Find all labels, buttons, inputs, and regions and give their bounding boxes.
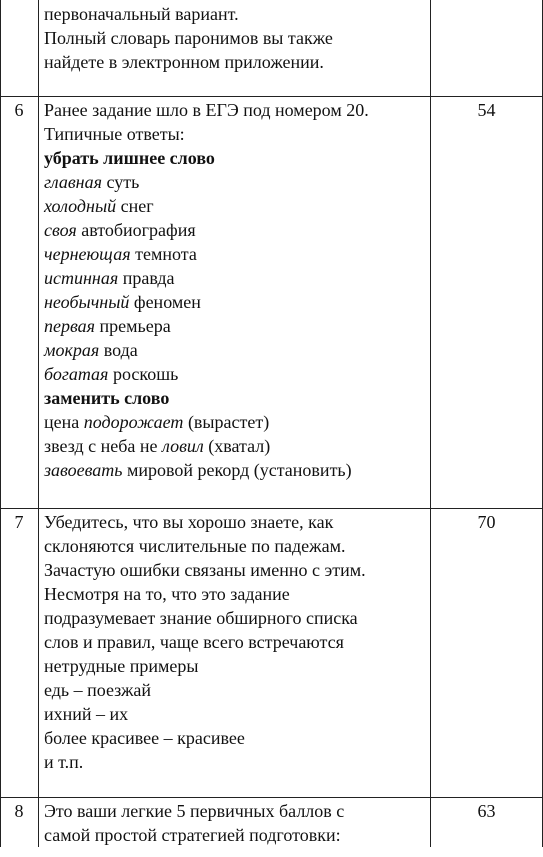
plain-text: снег [116,196,154,216]
description-line [38,799,430,823]
italic-word: мокрая [44,340,100,360]
description-line [38,606,430,630]
plain-text: склоняются числительные по падежам. [44,536,346,556]
column-border [0,0,1,847]
task-number-cell [0,96,38,508]
plain-text: ихний – их [44,704,129,724]
description-line [38,242,430,266]
description-line [38,2,430,26]
description-line [38,50,430,74]
description-line [38,122,430,146]
plain-text: самой простой стратегией подготовки: [44,825,341,845]
percentage-value: 63 [477,801,496,821]
plain-text: нетрудные примеры [44,656,199,676]
table-row [0,96,543,508]
column-border [38,0,39,847]
description-line [38,510,430,534]
description-line [38,26,430,50]
description-line [38,558,430,582]
table-row [0,797,543,857]
task-description-cell [38,96,430,508]
description-line [38,314,430,338]
percentage-value: 70 [477,512,496,532]
plain-text: правда [118,268,175,288]
task-number: 7 [14,512,24,532]
plain-text: премьера [95,316,171,336]
percentage-cell [430,96,543,508]
description-line [38,582,430,606]
description-line [38,98,430,122]
description-line [38,458,430,482]
plain-text: автобиография [76,220,196,240]
task-number: 6 [14,100,24,120]
plain-text: мировой рекорд (установить) [122,460,352,480]
description-line [38,290,430,314]
percentage-cell [430,797,543,857]
table-row [0,508,543,797]
description-line [38,678,430,702]
description-line [38,266,430,290]
plain-text: роскошь [108,364,179,384]
plain-text: Несмотря на то, что это задание [44,584,290,604]
plain-text: (вырастет) [183,412,270,432]
italic-word: богатая [44,364,109,384]
description-line [38,630,430,654]
description-line [38,338,430,362]
description-line [38,750,430,774]
italic-word: истинная [44,268,119,288]
plain-text: первоначальный вариант. [44,4,239,24]
task-description-cell [38,797,430,857]
description-line [38,194,430,218]
description-line [38,386,430,410]
italic-word: главная [44,172,102,192]
percentage-cell [430,508,543,797]
italic-word: своя [44,220,77,240]
italic-word: чернеющая [44,244,131,264]
plain-text: Полный словарь паронимов вы также [44,28,333,48]
description-line [38,654,430,678]
bold-heading-text: убрать лишнее слово [44,148,215,168]
plain-text: подразумевает знание обширного списка [44,608,358,628]
plain-text: Типичные ответы: [44,124,185,144]
plain-text: слов и правил, чаще всего встречаются [44,632,344,652]
task-number-cell [0,797,38,857]
plain-text: феномен [129,292,201,312]
plain-text: и т.п. [44,752,84,772]
plain-text: вода [99,340,138,360]
task-description-cell [38,0,430,96]
task-number-cell [0,508,38,797]
table-row [0,0,543,96]
percentage-value: 54 [477,100,496,120]
plain-text: Убедитесь, что вы хорошо знаете, как [44,512,334,532]
plain-text: Зачастую ошибки связаны именно с этим. [44,560,366,580]
row-divider [0,96,543,97]
description-line [38,362,430,386]
task-number: 8 [14,801,24,821]
description-line [38,702,430,726]
description-line [38,823,430,847]
plain-text: Это ваши легкие 5 первичных баллов с [44,801,345,821]
description-line [38,410,430,434]
italic-word: ловил [162,436,204,456]
plain-text: суть [101,172,140,192]
plain-text: найдете в электронном приложении. [44,52,324,72]
plain-text: Ранее задание шло в ЕГЭ под номером 20. [44,100,369,120]
plain-text: едь – поезжай [44,680,152,700]
description-line [38,146,430,170]
plain-text: более красивее – красивее [44,728,245,748]
description-line [38,726,430,750]
description-line [38,218,430,242]
italic-word: завоевать [44,460,123,480]
italic-word: подорожает [83,412,184,432]
description-line [38,434,430,458]
plain-text: темнота [130,244,197,264]
italic-word: необычный [44,292,130,312]
plain-text: звезд с неба не [44,436,163,456]
row-divider [0,508,543,509]
description-line [38,170,430,194]
column-border [430,0,431,847]
description-line [38,534,430,558]
plain-text: цена [44,412,84,432]
task-number-cell [0,0,38,96]
percentage-cell [430,0,543,96]
italic-word: первая [44,316,96,336]
task-description-cell [38,508,430,797]
row-divider [0,797,543,798]
plain-text: (хватал) [203,436,271,456]
italic-word: холодный [44,196,117,216]
bold-heading-text: заменить слово [44,388,170,408]
